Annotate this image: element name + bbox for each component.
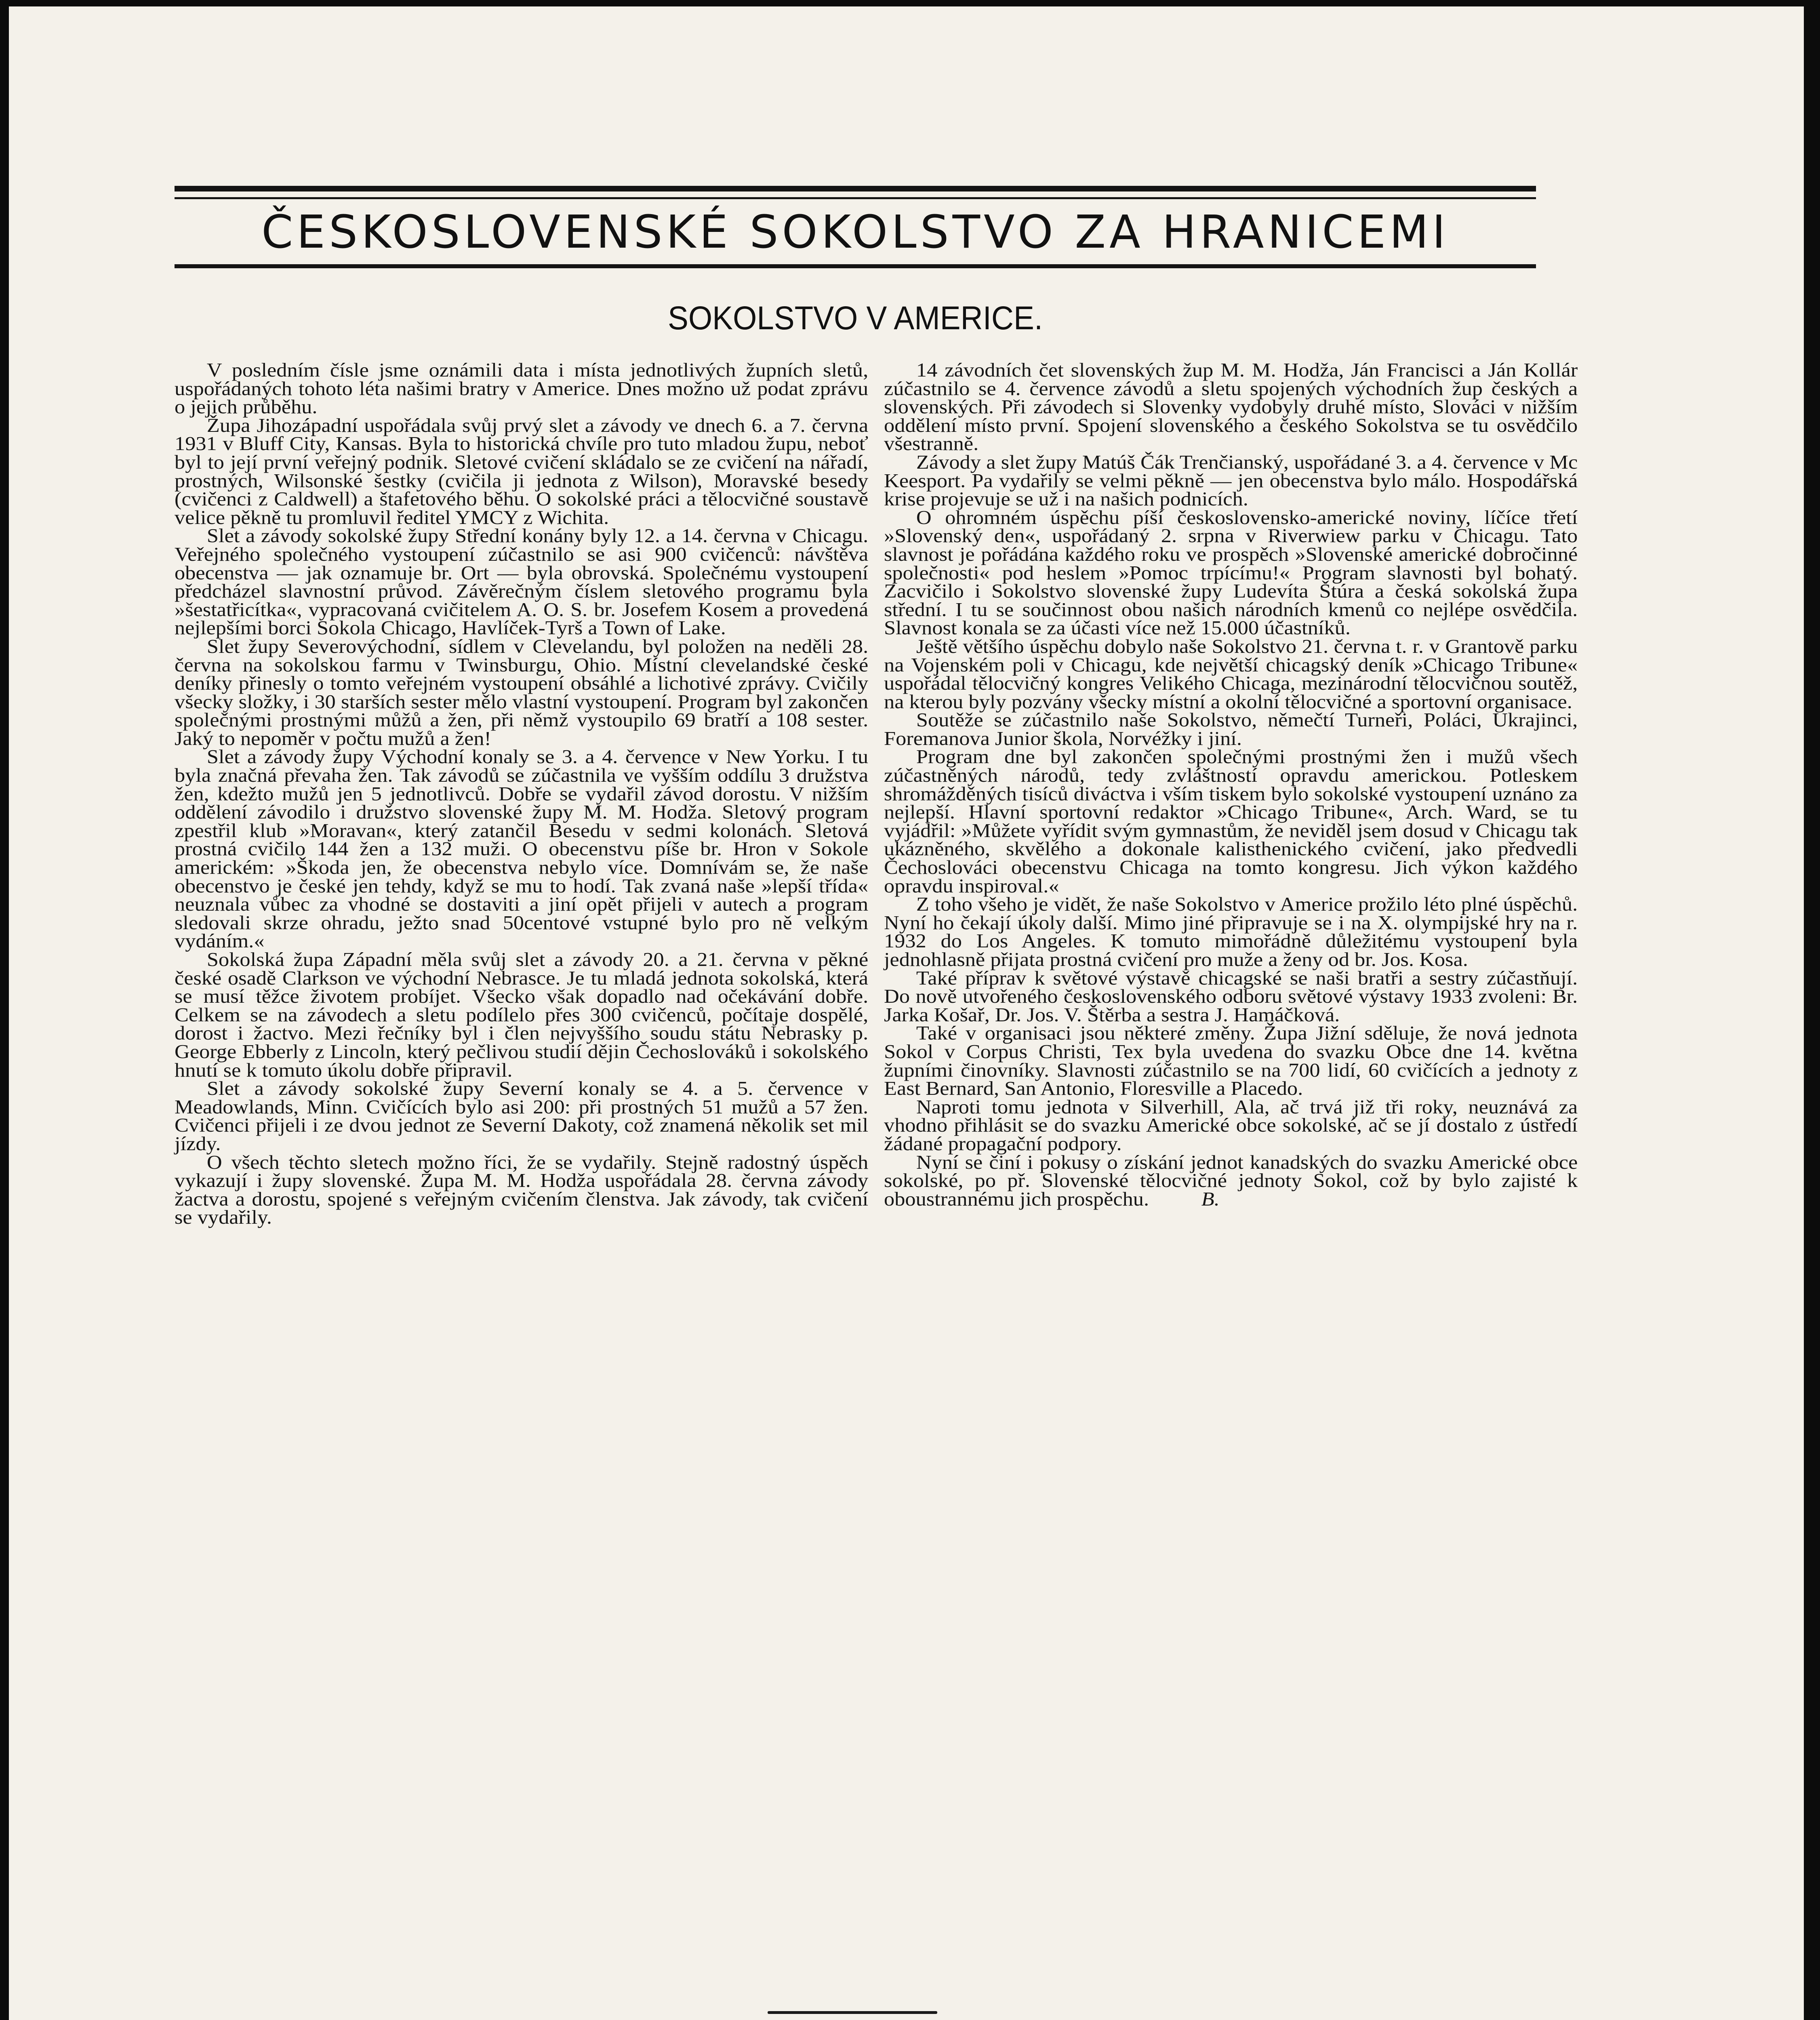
article-title: SOKOLSTVO V AMERICE. (667, 300, 1043, 337)
scan-border-left (0, 0, 9, 2020)
header-rule-top (175, 186, 1536, 191)
paragraph: Také v organisaci jsou některé změny. Župa Jižní sděluje, že nová jednota Sokol v Corpus Christi, Tex byla uvedena do svazku Obce dne 14. května župními činovníky. Slavnosti zúčastnilo se na 700 lidí, 60 cvičících a jednoty z East Bernard, San Antonio, Floresville a Placedo. (884, 1023, 1578, 1100)
paragraph: Také příprav k světové výstavě chicagské se naši bratři a sestry zúčastňují. Do nově utvořeného československého odboru světové výstavy 1933 zvoleni: Br. Jarka Košař, Dr. Jos. V. Štěrba a sestra J. Hamáčková. (884, 967, 1578, 1026)
paragraph: Slet župy Severovýchodní, sídlem v Clevelandu, byl položen na neděli 28. června na sokolskou farmu v Twinsburgu, Ohio. Místní clevelandské české deníky přinesly o tomto veřejném vystoupení obsáhlé a lichotivé zprávy. Cvičily všecky složky, i 30 starších sester mělo vlastní vystoupení. Program byl zakončen společnými prostnými můžů a žen, při němž vystoupilo 69 bratří a 108 sester. Jaký to nepoměr v počtu mužů a žen! (175, 635, 869, 749)
header-rule-top-thin (175, 197, 1536, 199)
paragraph: Program dne byl zakončen společnými prostnými žen i mužů všech zúčastněných národů, tedy zvláštností opravdu americkou. Potleskem shromážděných tisíců diváctva i vším tiskem bylo sokolské vystoupení uznáno za nejlepší. Hlavní sportovní redaktor »Chicago Tribune«, Arch. Ward, se tu vyjádřil: »Můžete vyřídit svým gymnastům, že neviděl jsem dosud v Chicagu tak ukázněného, skvělého a dokonale kalisthenického cvičení, jako předvedli Čechoslováci obecenstvu Chicaga na tomto kongresu. Jich výkon každého opravdu inspiroval.« (884, 746, 1578, 897)
paragraph: Sokolská župa Západní měla svůj slet a závody 20. a 21. června v pěkné české osadě Clarkson ve východní Nebrasce. Je tu mladá jednota sokolská, která se musí těžce životem probíjet. Všecko však dopadlo nad očekávání dobře. Celkem se na závodech a sletu podílelo přes 300 cvičenců, počítaje dospělé, dorost i žactvo. Mezi řečníky byl i člen nejvyššího soudu státu Nebrasky p. George Ebberly z Lincoln, který pečlivou studií dějin Čechoslováků i sokolského hnutí se k tomuto úkolu dobře připravil. (175, 949, 869, 1081)
paragraph: Z toho všeho je vidět, že naše Sokolstvo v Americe prožilo léto plné úspěchů. Nyní ho čekají úkoly další. Mimo jiné připravuje se i na X. olympijské hry na r. 1932 do Los Angeles. K tomuto mimořádně důležitému vystoupení byla jednohlasně přijata prostná cvičení pro muže a ženy od br. Jos. Kosa. (884, 894, 1578, 970)
paragraph: Slet a závody župy Východní konaly se 3. a 4. července v New Yorku. I tu byla značná převaha žen. Tak závodů se zúčastnila ve vyšším oddílu 3 družstva žen, kdežto mužů jen 5 jednotlivců. Dobře se vydařil závod dorostu. V nižším oddělení závodilo i družstvo slovenské župy M. M. Hodža. Sletový program zpestřil klub »Moravan«, který zatančil Besedu v sedmi kolonách. Sletová prostná cvičilo 144 žen a 132 muži. O obecenstvu píše br. Hron v Sokole americkém: »Škoda jen, že obecenstva nebylo více. Domnívám se, že naše obecenstvo je české jen tehdy, když se mu to hodí. Tak zvaná naše »lepší třída« neuznala vůbec za vhodné se dostaviti a jiní opět přijeli v autech a program sledovali skrze ohradu, ježto snad 50centové vstupné bylo pro ně velkým vydáním.« (175, 746, 869, 952)
article-signature: B. (1201, 1188, 1220, 1210)
paragraph: Slet a závody sokolské župy Střední konány byly 12. a 14. června v Chicagu. Veřejného společného vystoupení zúčastnilo se asi 900 cvičenců: návštěva obecenstva — jak oznamuje br. Ort — byla obrovská. Společnému vystoupení předcházel slavnostní průvod. Závěrečným číslem sletového programu byla »šestatřicítka«, vypracovaná cvičitelem A. O. S. br. Josefem Kosem a provedená nejlepšími borci Sokola Chicago, Havlíček-Tyrš a Town of Lake. (175, 525, 869, 639)
paragraph-text: Nyní se činí i pokusy o získání jednot kanadských do svazku Americké obce sokolské, po př. Slovenské tělocvičné jednoty Sokol, což by bylo zajisté k oboustrannému jich prospěchu. (884, 1151, 1578, 1210)
paragraph: Slet a závody sokolské župy Severní konaly se 4. a 5. července v Meadowlands, Minn. Cvičících bylo asi 200: při prostných 51 mužů a 57 žen. Cvičenci přijeli i ze dvou jednot ze Severní Dakoty, což znamená několik set mil jízdy. (175, 1078, 869, 1155)
paragraph: V posledním čísle jsme oznámili data i místa jednotlivých župních sletů, uspořádaných tohoto léta našimi bratry v Americe. Dnes možno už podat zprávu o jejich průběhu. (175, 360, 869, 418)
paragraph: 14 závodních čet slovenských žup M. M. Hodža, Ján Francisci a Ján Kollár zúčastnilo se 4. července závodů a sletu spojených východních žup českých a slovenských. Při závodech si Slovenky vydobyly druhé místo, Slováci v nižším oddělení místo první. Spojení slovenského a českého Sokolstva se tu osvědčilo všestranně. (884, 360, 1578, 455)
paragraph: Ještě většího úspěchu dobylo naše Sokolstvo 21. června t. r. v Grantově parku na Vojenském poli v Chicagu, kde největší chicagský deník »Chicago Tribune« uspořádal tělocvičný kongres Velikého Chicaga, mezinárodní tělocvičnou soutěž, na kterou byly pozvány všecky místní a okolní tělocvičné a sportovní organisace. (884, 635, 1578, 713)
paragraph: Soutěže se zúčastnilo naše Sokolstvo, němečtí Turneři, Poláci, Ukrajinci, Foremanova Junior škola, Norvéžky i jiní. (884, 709, 1578, 749)
paragraph: O všech těchto sletech možno říci, že se vydařily. Stejně radostný úspěch vykazují i župy slovenské. Župa M. M. Hodža uspořádala 28. června závody žactva a dorostu, spojené s veřejným cvičením členstva. Jak závody, tak cvičení se vydařily. (175, 1151, 869, 1229)
header-rule-bottom (175, 264, 1536, 268)
end-divider (768, 2011, 937, 2014)
last-paragraph (884, 1153, 1578, 1209)
scan-border-right (1804, 0, 1820, 2020)
right-column (884, 361, 1578, 1208)
section-title: ČESKOSLOVENSKÉ SOKOLSTVO ZA HRANICEMI (261, 206, 1449, 259)
paragraph: O ohromném úspěchu píší československo-americké noviny, líčíce třetí »Slovenský den«, uspořádaný 2. srpna v Riverwiew parku v Chicagu. Tato slavnost je pořádána každého roku ve prospěch »Slovenské americké dobročinné společnosti« pod heslem »Pomoc trpícímu!« Program slavnosti byl bohatý. Zacvičilo i Sokolstvo slovenské župy Ludevíta Štúra a česká sokolská župa střední. I tu se součinnost obou našich národních kmenů co nejlépe osvědčila. Slavnost konala se za účasti více než 15.000 účastníků. (884, 507, 1578, 639)
paragraph: Závody a slet župy Matúš Čák Trenčianský, uspořádané 3. a 4. července v Mc Keesport. Pa vydařily se velmi pěkně — jen obecenstva bylo málo. Hospodářská krise projevuje se už i na našich podnicích. (884, 451, 1578, 510)
paragraph: Naproti tomu jednota v Silverhill, Ala, ač trvá již tři roky, neuznává za vhodno přihlásit se do svazku Americké obce sokolské, ač se jí dostalo z ústředí žádané propagační podpory. (884, 1096, 1578, 1155)
paragraph: Župa Jihozápadní uspořádala svůj prvý slet a závody ve dnech 6. a 7. června 1931 v Bluff City, Kansas. Byla to historická chvíle pro tuto mladou župu, neboť byl to její první veřejný podnik. Sletové cvičení skládalo se ze cvičení na nářadí, prostných, Wilsonské šestky (cvičila ji jednota z Wilson), Moravské besedy (cvičenci z Caldwell) a štafetového běhu. O sokolské práci a tělocvičné soustavě velice pěkně tu promluvil ředitel YMCY z Wichita. (175, 415, 869, 528)
scan-border-top (0, 0, 1820, 6)
left-column (175, 361, 868, 1227)
